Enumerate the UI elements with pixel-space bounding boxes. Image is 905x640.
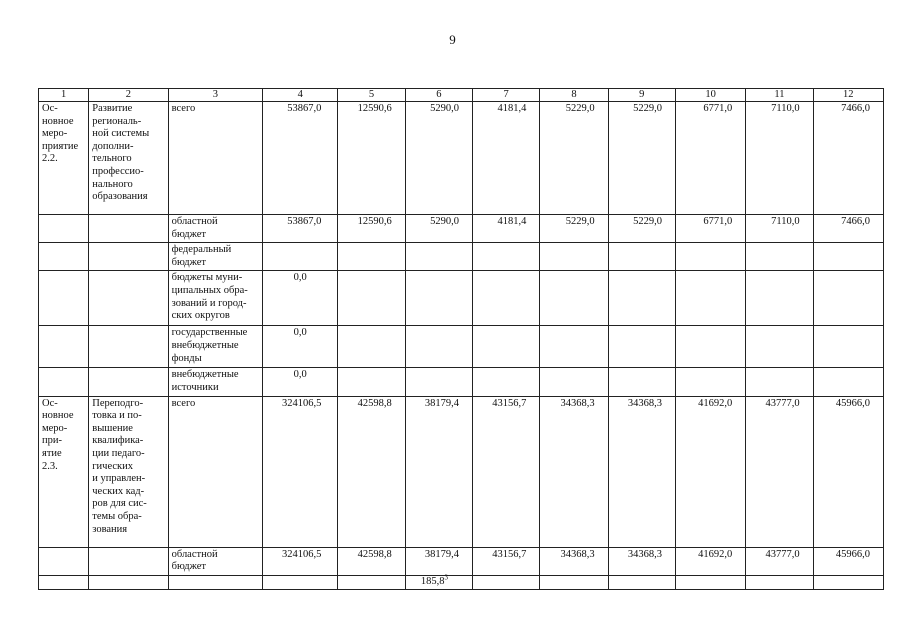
value-cell: 43777,0	[746, 396, 813, 547]
value-cell: 7110,0	[746, 215, 813, 243]
table-row	[39, 102, 884, 215]
activity-cell	[39, 547, 89, 575]
activity-title-line: ции педаго-	[92, 447, 145, 459]
value-cell: 41692,0	[675, 547, 745, 575]
value-cell: 38179,4	[405, 547, 472, 575]
activity-title-cell	[89, 102, 168, 215]
funding-source-line: государственные	[171, 327, 248, 339]
value-cell	[39, 575, 89, 589]
value-cell	[405, 575, 472, 589]
value-cell: 5290,0	[405, 215, 472, 243]
value-cell	[608, 243, 675, 271]
column-header-7: 7	[473, 89, 540, 102]
value-cell	[263, 243, 338, 271]
activity-title-cell	[89, 243, 168, 271]
value-cell	[746, 326, 813, 368]
table-row	[39, 368, 884, 396]
column-header-9: 9	[608, 89, 675, 102]
value-cell	[813, 326, 883, 368]
value-cell	[608, 368, 675, 396]
activity-title-line: Развитие	[92, 103, 133, 114]
column-header-12: 12	[813, 89, 883, 102]
value-cell: 12590,6	[338, 102, 405, 215]
value-cell	[405, 243, 472, 271]
value-cell	[813, 575, 883, 589]
value-cell: 34368,3	[540, 396, 608, 547]
value-cell: 12590,6	[338, 215, 405, 243]
budget-table	[38, 88, 884, 590]
value-cell: 38179,4	[405, 396, 472, 547]
activity-title-line: Переподго-	[92, 397, 144, 409]
value-cell: 0,0	[263, 368, 338, 396]
activity-code-line: 2.2.	[42, 153, 58, 165]
funding-source-line: бюджет	[171, 561, 206, 573]
value-cell	[540, 326, 608, 368]
activity-code-line: новное	[42, 115, 74, 127]
column-header-4: 4	[263, 89, 338, 102]
value-cell	[540, 575, 608, 589]
value-cell: 34368,3	[540, 547, 608, 575]
activity-title-line: дополни-	[92, 140, 134, 152]
funding-source-cell	[168, 271, 262, 326]
value-cell: 6771,0	[675, 102, 745, 215]
column-header-8: 8	[540, 89, 608, 102]
activity-title-line: темы обра-	[92, 510, 142, 522]
activity-code-line: приятие	[42, 140, 79, 152]
activity-code-line: Ос-	[42, 397, 58, 409]
table-row	[39, 396, 884, 547]
funding-source-line: внебюджетные	[171, 339, 239, 351]
activity-title-line: вышение	[92, 422, 133, 434]
value-cell: 5229,0	[608, 102, 675, 215]
value-cell: 5290,0	[405, 102, 472, 215]
value-cell	[746, 271, 813, 326]
column-header-5: 5	[338, 89, 405, 102]
value-cell	[675, 368, 745, 396]
value-cell	[813, 368, 883, 396]
value-cell	[338, 243, 405, 271]
activity-title-cell	[89, 326, 168, 368]
activity-title-line: ческих кад-	[92, 485, 145, 497]
value-cell	[473, 326, 540, 368]
funding-source-line: областной	[171, 216, 218, 227]
funding-source-line: ципальных обра-	[171, 284, 248, 296]
activity-cell	[39, 102, 89, 215]
value-cell: 0,0	[263, 326, 338, 368]
value-cell: 42598,8	[338, 547, 405, 575]
value-cell: 7466,0	[813, 102, 883, 215]
value-cell	[675, 271, 745, 326]
value-cell	[473, 368, 540, 396]
funding-source-line: фонды	[171, 352, 202, 364]
funding-source-cell	[168, 243, 262, 271]
value-cell: 45966,0	[813, 547, 883, 575]
value-cell: 5229,0	[540, 215, 608, 243]
value-cell: 7466,0	[813, 215, 883, 243]
activity-title-line: ной системы	[92, 128, 150, 140]
value-cell	[608, 575, 675, 589]
column-header-2: 2	[89, 89, 168, 102]
value-cell	[746, 243, 813, 271]
table-row	[39, 215, 884, 243]
funding-source-line: зований и город-	[171, 297, 247, 309]
activity-title-line: нального	[92, 178, 133, 190]
activity-title-line: профессио-	[92, 165, 144, 177]
column-header-11: 11	[746, 89, 813, 102]
funding-source-line: всего	[171, 103, 196, 114]
page-number: 9	[449, 32, 456, 47]
activity-title-cell	[89, 368, 168, 396]
value-cell	[540, 271, 608, 326]
value-cell	[540, 243, 608, 271]
column-header-10: 10	[675, 89, 745, 102]
activity-cell	[39, 396, 89, 547]
table-row	[39, 271, 884, 326]
value-cell: 53867,0	[263, 215, 338, 243]
value-cell: 7110,0	[746, 102, 813, 215]
activity-title-line: товка и по-	[92, 410, 142, 422]
activity-title-line: гических	[92, 460, 133, 472]
value-cell	[89, 575, 168, 589]
activity-code-line: Ос-	[42, 103, 58, 114]
funding-source-cell	[168, 326, 262, 368]
value-cell: 45966,0	[813, 396, 883, 547]
funding-source-cell	[168, 215, 262, 243]
funding-source-cell	[168, 547, 262, 575]
funding-source-cell	[168, 102, 262, 215]
funding-source-line: бюджет	[171, 256, 206, 268]
value-cell: 324106,5	[263, 396, 338, 547]
value-cell	[813, 271, 883, 326]
funding-source-line: всего	[171, 397, 196, 409]
value-cell	[675, 243, 745, 271]
activity-title-line: зования	[92, 523, 128, 535]
activity-code-line: меро-	[42, 422, 68, 434]
funding-source-line: ских округов	[171, 310, 230, 322]
table-row	[39, 547, 884, 575]
value-cell	[473, 243, 540, 271]
table-row	[39, 326, 884, 368]
footnote-marker: 3	[444, 573, 449, 582]
value-cell: 4181,4	[473, 102, 540, 215]
value-cell	[473, 575, 540, 589]
value-cell: 34368,3	[608, 396, 675, 547]
column-header-1: 1	[39, 89, 89, 102]
value-cell: 5229,0	[540, 102, 608, 215]
activity-title-cell	[89, 396, 168, 547]
value-cell	[338, 575, 405, 589]
activity-title-line: квалифика-	[92, 435, 144, 447]
activity-cell	[39, 215, 89, 243]
activity-code-line: при-	[42, 435, 62, 447]
value-cell	[540, 368, 608, 396]
funding-source-line: областной	[171, 548, 218, 560]
activity-code-line: меро-	[42, 128, 68, 140]
value-cell: 43156,7	[473, 547, 540, 575]
value-cell	[405, 271, 472, 326]
column-header-6: 6	[405, 89, 472, 102]
activity-title-line: ров для сис-	[92, 498, 147, 510]
funding-source-cell	[168, 396, 262, 547]
value-cell	[338, 326, 405, 368]
activity-title-line: образования	[92, 191, 148, 203]
value-cell: 4181,4	[473, 215, 540, 243]
value-cell: 0,0	[263, 271, 338, 326]
activity-title-cell	[89, 547, 168, 575]
activity-code-line: ятие	[42, 447, 62, 459]
funding-source-cell	[168, 368, 262, 396]
activity-cell	[39, 271, 89, 326]
value-cell	[813, 243, 883, 271]
value-cell	[405, 326, 472, 368]
activity-title-line: и управлен-	[92, 473, 146, 485]
value-cell	[746, 575, 813, 589]
activity-code-line: 2.3.	[42, 460, 58, 472]
funding-source-line: внебюджетные	[171, 369, 239, 381]
value-cell: 41692,0	[675, 396, 745, 547]
value-cell	[263, 575, 338, 589]
value-cell: 34368,3	[608, 547, 675, 575]
table-row	[39, 575, 884, 589]
value-cell	[473, 271, 540, 326]
value-cell	[608, 326, 675, 368]
funding-source-line: бюджет	[171, 228, 206, 240]
header-row	[39, 89, 884, 102]
value-cell: 43777,0	[746, 547, 813, 575]
value-cell: 5229,0	[608, 215, 675, 243]
funding-source-line: источники	[171, 381, 219, 393]
activity-code-line: новное	[42, 410, 74, 422]
value-cell: 6771,0	[675, 215, 745, 243]
activity-cell	[39, 243, 89, 271]
activity-title-line: тельного	[92, 153, 132, 165]
activity-title-cell	[89, 271, 168, 326]
footnote-value: 185,8	[420, 575, 445, 587]
value-cell: 53867,0	[263, 102, 338, 215]
activity-cell	[39, 368, 89, 396]
activity-title-line: региональ-	[92, 115, 142, 127]
value-cell	[338, 271, 405, 326]
value-cell: 324106,5	[263, 547, 338, 575]
activity-title-cell	[89, 215, 168, 243]
column-header-3: 3	[168, 89, 262, 102]
value-cell: 43156,7	[473, 396, 540, 547]
value-cell	[608, 271, 675, 326]
activity-cell	[39, 326, 89, 368]
value-cell	[405, 368, 472, 396]
value-cell: 42598,8	[338, 396, 405, 547]
table-row	[39, 243, 884, 271]
value-cell	[675, 326, 745, 368]
value-cell	[338, 368, 405, 396]
value-cell	[746, 368, 813, 396]
funding-source-line: федеральный	[171, 244, 232, 256]
value-cell	[168, 575, 262, 589]
funding-source-line: бюджеты муни-	[171, 272, 243, 284]
value-cell	[675, 575, 745, 589]
